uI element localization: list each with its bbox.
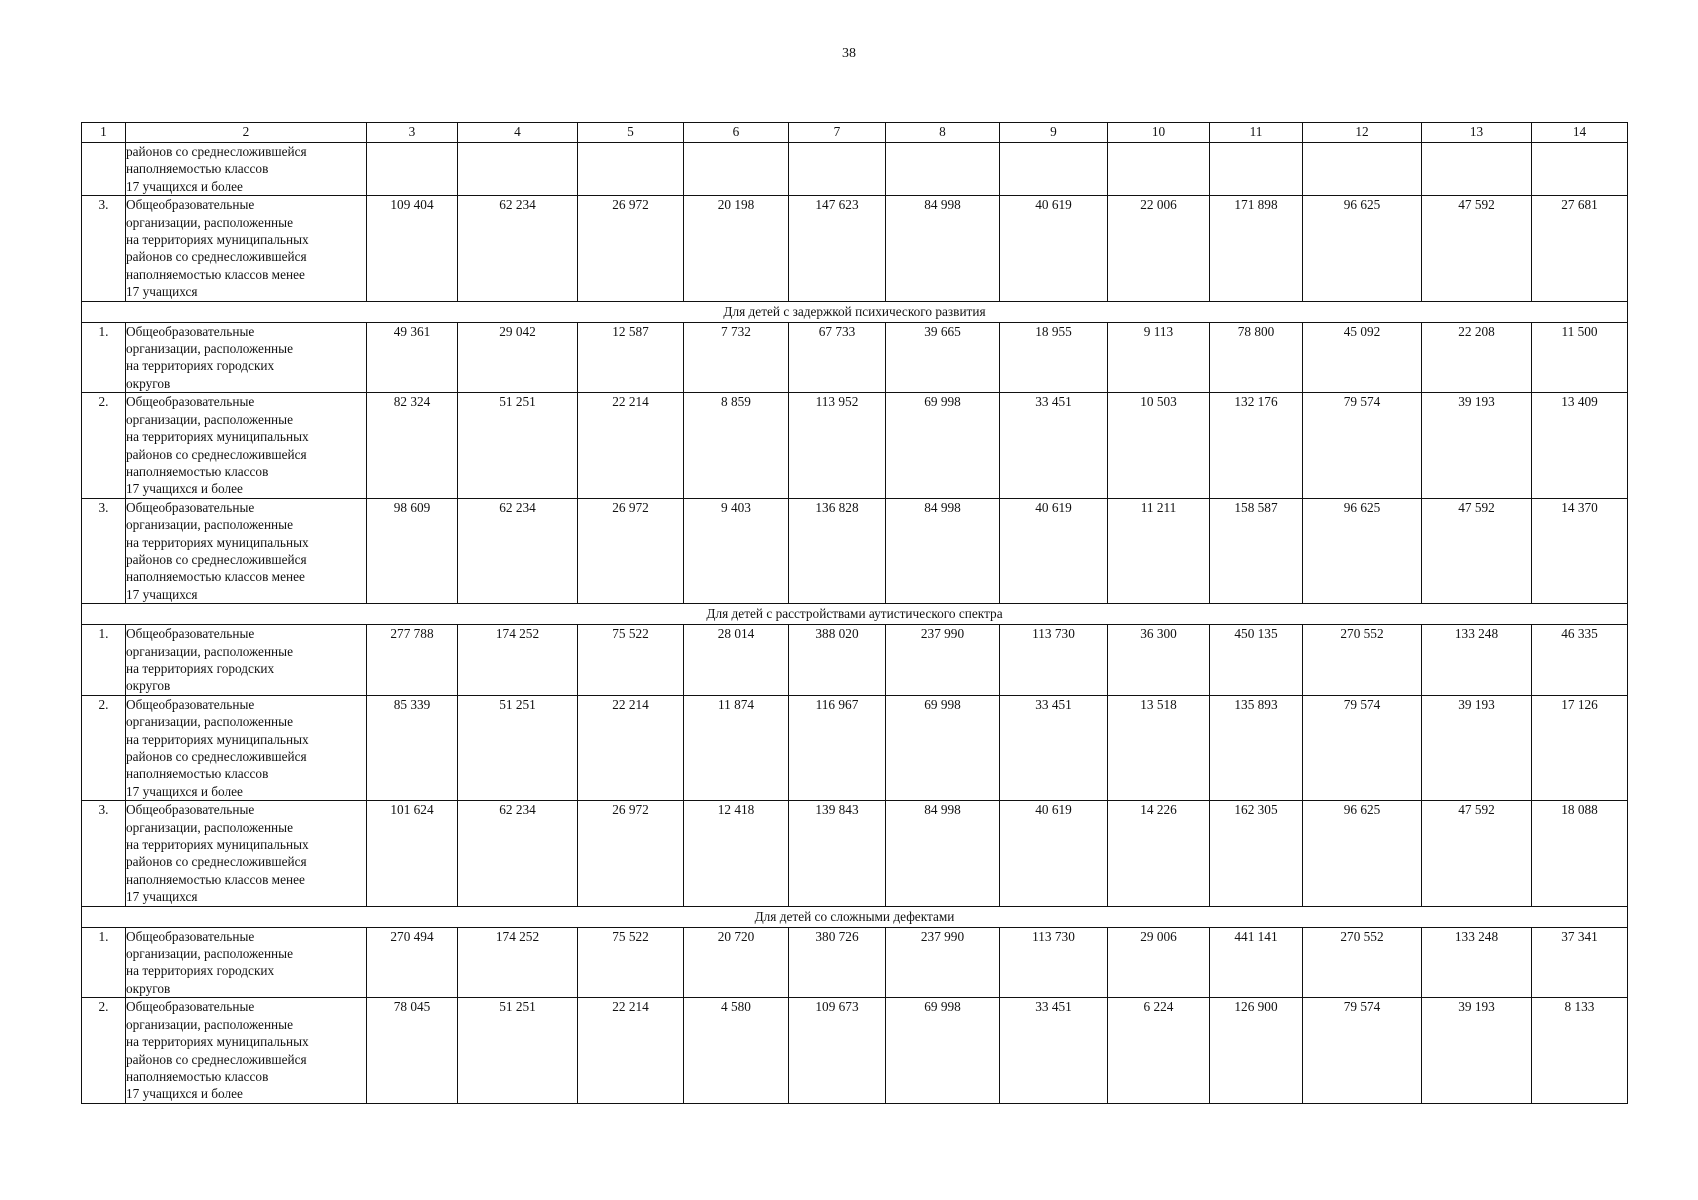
value-cell: 11 874 bbox=[684, 695, 789, 800]
value-cell: 49 361 bbox=[367, 322, 458, 393]
value-cell bbox=[1210, 143, 1303, 196]
row-index bbox=[82, 143, 126, 196]
value-cell: 40 619 bbox=[1000, 196, 1108, 301]
value-cell: 51 251 bbox=[458, 998, 578, 1103]
value-cell: 101 624 bbox=[367, 801, 458, 906]
row-index: 3. bbox=[82, 801, 126, 906]
organization-type: Общеобразовательные организации, расположенные на территориях городских округов bbox=[126, 322, 367, 393]
table-row bbox=[82, 998, 1628, 1103]
value-cell: 75 522 bbox=[578, 625, 684, 696]
value-cell: 13 518 bbox=[1108, 695, 1210, 800]
row-index: 3. bbox=[82, 498, 126, 603]
value-cell: 69 998 bbox=[886, 998, 1000, 1103]
value-cell: 98 609 bbox=[367, 498, 458, 603]
value-cell: 40 619 bbox=[1000, 498, 1108, 603]
value-cell: 113 730 bbox=[1000, 625, 1108, 696]
value-cell: 12 418 bbox=[684, 801, 789, 906]
organization-type: Общеобразовательные организации, расположенные на территориях муниципальных районов со среднесложившейся наполняемостью классов менее 17 учащихся bbox=[126, 498, 367, 603]
header-row bbox=[82, 123, 1628, 143]
value-cell: 79 574 bbox=[1303, 695, 1422, 800]
value-cell: 9 113 bbox=[1108, 322, 1210, 393]
value-cell: 45 092 bbox=[1303, 322, 1422, 393]
value-cell: 39 193 bbox=[1422, 393, 1532, 498]
table-header bbox=[82, 123, 1628, 143]
value-cell: 109 673 bbox=[789, 998, 886, 1103]
value-cell: 12 587 bbox=[578, 322, 684, 393]
row-index: 1. bbox=[82, 625, 126, 696]
header-cell: 12 bbox=[1303, 123, 1422, 143]
value-cell: 28 014 bbox=[684, 625, 789, 696]
header-cell: 6 bbox=[684, 123, 789, 143]
value-cell: 62 234 bbox=[458, 196, 578, 301]
organization-type: Общеобразовательные организации, расположенные на территориях муниципальных районов со среднесложившейся наполняемостью классов менее 17 учащихся bbox=[126, 196, 367, 301]
value-cell: 109 404 bbox=[367, 196, 458, 301]
value-cell: 11 500 bbox=[1532, 322, 1628, 393]
value-cell: 174 252 bbox=[458, 625, 578, 696]
value-cell: 4 580 bbox=[684, 998, 789, 1103]
value-cell: 132 176 bbox=[1210, 393, 1303, 498]
table-row bbox=[82, 393, 1628, 498]
value-cell: 29 042 bbox=[458, 322, 578, 393]
header-cell: 8 bbox=[886, 123, 1000, 143]
section-title: Для детей с расстройствами аутистического спектра bbox=[82, 604, 1628, 625]
value-cell: 84 998 bbox=[886, 801, 1000, 906]
value-cell: 78 045 bbox=[367, 998, 458, 1103]
value-cell: 380 726 bbox=[789, 927, 886, 998]
value-cell: 22 214 bbox=[578, 695, 684, 800]
table-row bbox=[82, 695, 1628, 800]
value-cell: 96 625 bbox=[1303, 196, 1422, 301]
value-cell bbox=[1303, 143, 1422, 196]
value-cell: 8 133 bbox=[1532, 998, 1628, 1103]
value-cell: 126 900 bbox=[1210, 998, 1303, 1103]
table-row bbox=[82, 801, 1628, 906]
value-cell: 171 898 bbox=[1210, 196, 1303, 301]
value-cell: 18 955 bbox=[1000, 322, 1108, 393]
value-cell: 33 451 bbox=[1000, 695, 1108, 800]
section-row bbox=[82, 604, 1628, 625]
section-row bbox=[82, 906, 1628, 927]
value-cell: 270 552 bbox=[1303, 927, 1422, 998]
row-index: 1. bbox=[82, 322, 126, 393]
value-cell: 33 451 bbox=[1000, 393, 1108, 498]
value-cell bbox=[684, 143, 789, 196]
header-cell: 7 bbox=[789, 123, 886, 143]
table-row bbox=[82, 143, 1628, 196]
header-cell: 13 bbox=[1422, 123, 1532, 143]
value-cell: 158 587 bbox=[1210, 498, 1303, 603]
value-cell: 26 972 bbox=[578, 801, 684, 906]
value-cell: 39 665 bbox=[886, 322, 1000, 393]
value-cell: 96 625 bbox=[1303, 498, 1422, 603]
header-cell: 14 bbox=[1532, 123, 1628, 143]
value-cell: 96 625 bbox=[1303, 801, 1422, 906]
row-index: 3. bbox=[82, 196, 126, 301]
value-cell: 84 998 bbox=[886, 498, 1000, 603]
section-title: Для детей с задержкой психического развития bbox=[82, 301, 1628, 322]
value-cell: 174 252 bbox=[458, 927, 578, 998]
table-row bbox=[82, 625, 1628, 696]
value-cell: 78 800 bbox=[1210, 322, 1303, 393]
value-cell: 116 967 bbox=[789, 695, 886, 800]
value-cell: 40 619 bbox=[1000, 801, 1108, 906]
section-row bbox=[82, 301, 1628, 322]
section-title: Для детей со сложными дефектами bbox=[82, 906, 1628, 927]
value-cell bbox=[1532, 143, 1628, 196]
value-cell: 270 552 bbox=[1303, 625, 1422, 696]
value-cell: 22 208 bbox=[1422, 322, 1532, 393]
value-cell: 388 020 bbox=[789, 625, 886, 696]
row-index: 2. bbox=[82, 695, 126, 800]
value-cell: 47 592 bbox=[1422, 801, 1532, 906]
value-cell bbox=[458, 143, 578, 196]
organization-type: Общеобразовательные организации, расположенные на территориях муниципальных районов со среднесложившейся наполняемостью классов менее 17 учащихся bbox=[126, 801, 367, 906]
value-cell: 75 522 bbox=[578, 927, 684, 998]
table-body bbox=[82, 143, 1628, 1104]
value-cell: 22 214 bbox=[578, 393, 684, 498]
value-cell: 37 341 bbox=[1532, 927, 1628, 998]
header-cell: 5 bbox=[578, 123, 684, 143]
value-cell: 36 300 bbox=[1108, 625, 1210, 696]
value-cell bbox=[789, 143, 886, 196]
value-cell: 237 990 bbox=[886, 927, 1000, 998]
value-cell: 51 251 bbox=[458, 393, 578, 498]
value-cell: 450 135 bbox=[1210, 625, 1303, 696]
header-cell: 1 bbox=[82, 123, 126, 143]
header-cell: 4 bbox=[458, 123, 578, 143]
value-cell: 11 211 bbox=[1108, 498, 1210, 603]
value-cell bbox=[886, 143, 1000, 196]
organization-type: Общеобразовательные организации, расположенные на территориях муниципальных районов со среднесложившейся наполняемостью классов 17 учащихся и более bbox=[126, 393, 367, 498]
value-cell bbox=[1108, 143, 1210, 196]
value-cell: 82 324 bbox=[367, 393, 458, 498]
value-cell: 113 952 bbox=[789, 393, 886, 498]
value-cell: 69 998 bbox=[886, 393, 1000, 498]
value-cell: 85 339 bbox=[367, 695, 458, 800]
value-cell: 51 251 bbox=[458, 695, 578, 800]
value-cell: 22 006 bbox=[1108, 196, 1210, 301]
value-cell: 20 198 bbox=[684, 196, 789, 301]
value-cell: 20 720 bbox=[684, 927, 789, 998]
value-cell: 46 335 bbox=[1532, 625, 1628, 696]
value-cell: 17 126 bbox=[1532, 695, 1628, 800]
value-cell: 237 990 bbox=[886, 625, 1000, 696]
value-cell: 62 234 bbox=[458, 801, 578, 906]
header-cell: 10 bbox=[1108, 123, 1210, 143]
value-cell: 47 592 bbox=[1422, 498, 1532, 603]
organization-type: Общеобразовательные организации, расположенные на территориях городских округов bbox=[126, 625, 367, 696]
value-cell: 67 733 bbox=[789, 322, 886, 393]
value-cell: 47 592 bbox=[1422, 196, 1532, 301]
value-cell: 13 409 bbox=[1532, 393, 1628, 498]
value-cell: 26 972 bbox=[578, 498, 684, 603]
organization-type: Общеобразовательные организации, расположенные на территориях городских округов bbox=[126, 927, 367, 998]
value-cell bbox=[367, 143, 458, 196]
value-cell: 162 305 bbox=[1210, 801, 1303, 906]
value-cell bbox=[1000, 143, 1108, 196]
value-cell: 441 141 bbox=[1210, 927, 1303, 998]
value-cell: 270 494 bbox=[367, 927, 458, 998]
organization-type: Общеобразовательные организации, расположенные на территориях муниципальных районов со среднесложившейся наполняемостью классов 17 учащихся и более bbox=[126, 998, 367, 1103]
value-cell: 133 248 bbox=[1422, 625, 1532, 696]
value-cell: 84 998 bbox=[886, 196, 1000, 301]
header-cell: 9 bbox=[1000, 123, 1108, 143]
value-cell: 33 451 bbox=[1000, 998, 1108, 1103]
value-cell: 69 998 bbox=[886, 695, 1000, 800]
value-cell: 9 403 bbox=[684, 498, 789, 603]
value-cell: 14 370 bbox=[1532, 498, 1628, 603]
value-cell: 27 681 bbox=[1532, 196, 1628, 301]
organization-type: районов со среднесложившейся наполняемостью классов 17 учащихся и более bbox=[126, 143, 367, 196]
value-cell: 133 248 bbox=[1422, 927, 1532, 998]
value-cell: 79 574 bbox=[1303, 393, 1422, 498]
value-cell: 7 732 bbox=[684, 322, 789, 393]
header-cell: 3 bbox=[367, 123, 458, 143]
value-cell: 79 574 bbox=[1303, 998, 1422, 1103]
value-cell bbox=[578, 143, 684, 196]
header-cell: 11 bbox=[1210, 123, 1303, 143]
row-index: 2. bbox=[82, 393, 126, 498]
value-cell: 39 193 bbox=[1422, 695, 1532, 800]
row-index: 2. bbox=[82, 998, 126, 1103]
value-cell: 135 893 bbox=[1210, 695, 1303, 800]
value-cell: 26 972 bbox=[578, 196, 684, 301]
value-cell bbox=[1422, 143, 1532, 196]
value-cell: 14 226 bbox=[1108, 801, 1210, 906]
value-cell: 136 828 bbox=[789, 498, 886, 603]
table-row bbox=[82, 927, 1628, 998]
table-row bbox=[82, 196, 1628, 301]
value-cell: 39 193 bbox=[1422, 998, 1532, 1103]
value-cell: 8 859 bbox=[684, 393, 789, 498]
value-cell: 139 843 bbox=[789, 801, 886, 906]
value-cell: 62 234 bbox=[458, 498, 578, 603]
table-row bbox=[82, 322, 1628, 393]
header-cell: 2 bbox=[126, 123, 367, 143]
page-number: 38 bbox=[842, 46, 856, 61]
organization-type: Общеобразовательные организации, расположенные на территориях муниципальных районов со среднесложившейся наполняемостью классов 17 учащихся и более bbox=[126, 695, 367, 800]
row-index: 1. bbox=[82, 927, 126, 998]
value-cell: 18 088 bbox=[1532, 801, 1628, 906]
value-cell: 6 224 bbox=[1108, 998, 1210, 1103]
data-table bbox=[81, 122, 1628, 1104]
value-cell: 29 006 bbox=[1108, 927, 1210, 998]
table-row bbox=[82, 498, 1628, 603]
value-cell: 113 730 bbox=[1000, 927, 1108, 998]
value-cell: 147 623 bbox=[789, 196, 886, 301]
value-cell: 22 214 bbox=[578, 998, 684, 1103]
value-cell: 277 788 bbox=[367, 625, 458, 696]
value-cell: 10 503 bbox=[1108, 393, 1210, 498]
